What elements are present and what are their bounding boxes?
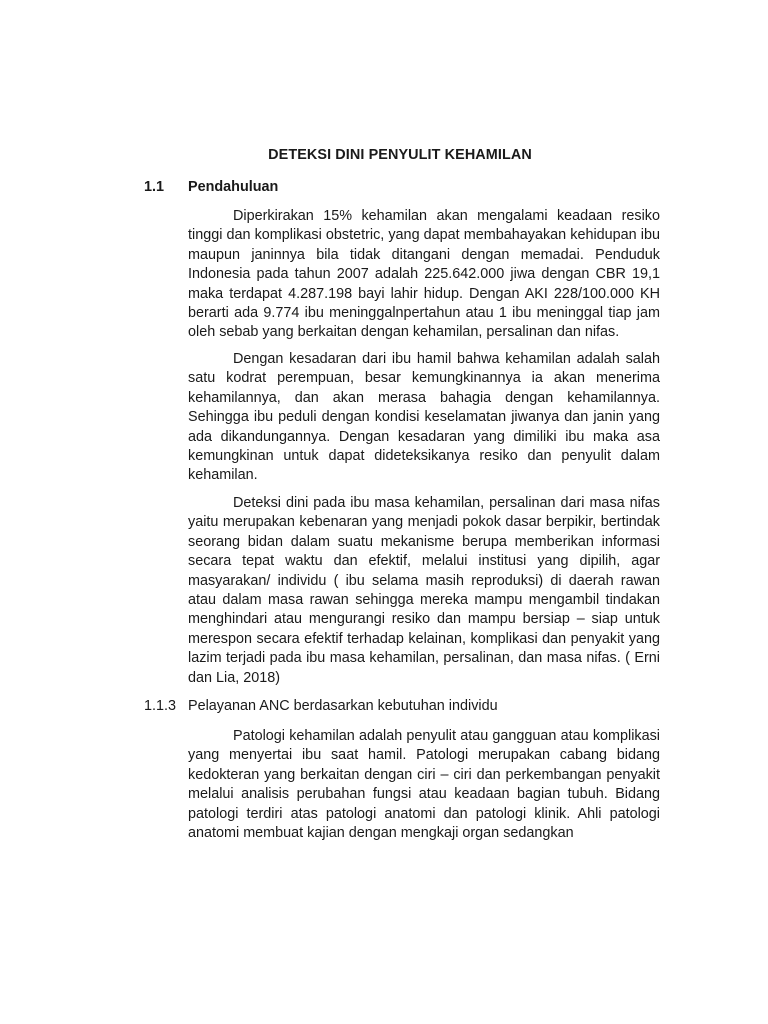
paragraph-3: Deteksi dini pada ibu masa kehamilan, persalinan dari masa nifas yaitu merupakan kebenaran yang menjadi pokok dasar berpikir, bertindak seorang bidan dalam suatu mekanisme berupa memberikan informasi secara tepat waktu dan efektif, melalui institusi yang dipilih, agar masyarakan/ individu ( ibu selama masih reproduksi) di daerah rawan atau dalam masa rawan sehingga mereka mampu mengambil tindakan menghindari atau mengurangi resiko dan mampu bersiap – siap untuk merespon secara efektif terhadap kelainan, komplikasi dan penyakit yang lazim terjadi pada ibu masa kehamilan, persalinan, dan masa nifas. ( Erni dan Lia, 2018) <box>188 495 660 686</box>
section-title: Pendahuluan <box>188 179 279 195</box>
section-number: 1.1.3 <box>144 698 177 714</box>
paragraph-4: Patologi kehamilan adalah penyulit atau gangguan atau komplikasi yang menyertai ibu saat hamil. Patologi merupakan cabang bidang kedokteran yang berkaitan dengan ciri – ciri dan perkembangan penyakit melalui analisis perubahan fungsi atau keadaan bagian tubuh. Bidang patologi terdiri atas patologi anatomi dan patologi klinik. Ahli patologi anatomi membuat kajian dengan mengkaji organ sedangkan <box>188 728 660 842</box>
section-number: 1.1 <box>144 179 165 195</box>
section-heading-pelayanan-anc <box>144 697 498 716</box>
section-heading-pendahuluan <box>144 178 278 197</box>
paragraph-2: Dengan kesadaran dari ibu hamil bahwa kehamilan adalah salah satu kodrat perempuan, besar kemungkinannya ia akan menerima kehamilannya, dan akan merasa bahagia dengan kehamilannya. Sehingga ibu peduli dengan kondisi keselamatan jiwanya dan janin yang ada dikandungannya. Dengan kesadaran yang dimiliki ibu maka asa kemungkinan untuk dapat dideteksikanya resiko dan penyulit dalam kehamilan. <box>188 351 660 484</box>
section-title: Pelayanan ANC berdasarkan kebutuhan individu <box>188 698 498 714</box>
paragraph-1: Diperkirakan 15% kehamilan akan mengalami keadaan resiko tinggi dan komplikasi obstetric, yang dapat membahayakan kehidupan ibu maupun janinnya bila tidak ditangani dengan memadai. Penduduk Indonesia pada tahun 2007 adalah 225.642.000 jiwa dengan CBR 19,1 maka terdapat 4.287.198 bayi lahir hidup. Dengan AKI 228/100.000 KH berarti ada 9.774 ibu meninggalnpertahun atau 1 ibu meninggal tiap jam oleh sebab yang berkaitan dengan kehamilan, persalinan dan nifas. <box>188 208 660 341</box>
document-title: DETEKSI DINI PENYULIT KEHAMILAN <box>268 147 532 163</box>
